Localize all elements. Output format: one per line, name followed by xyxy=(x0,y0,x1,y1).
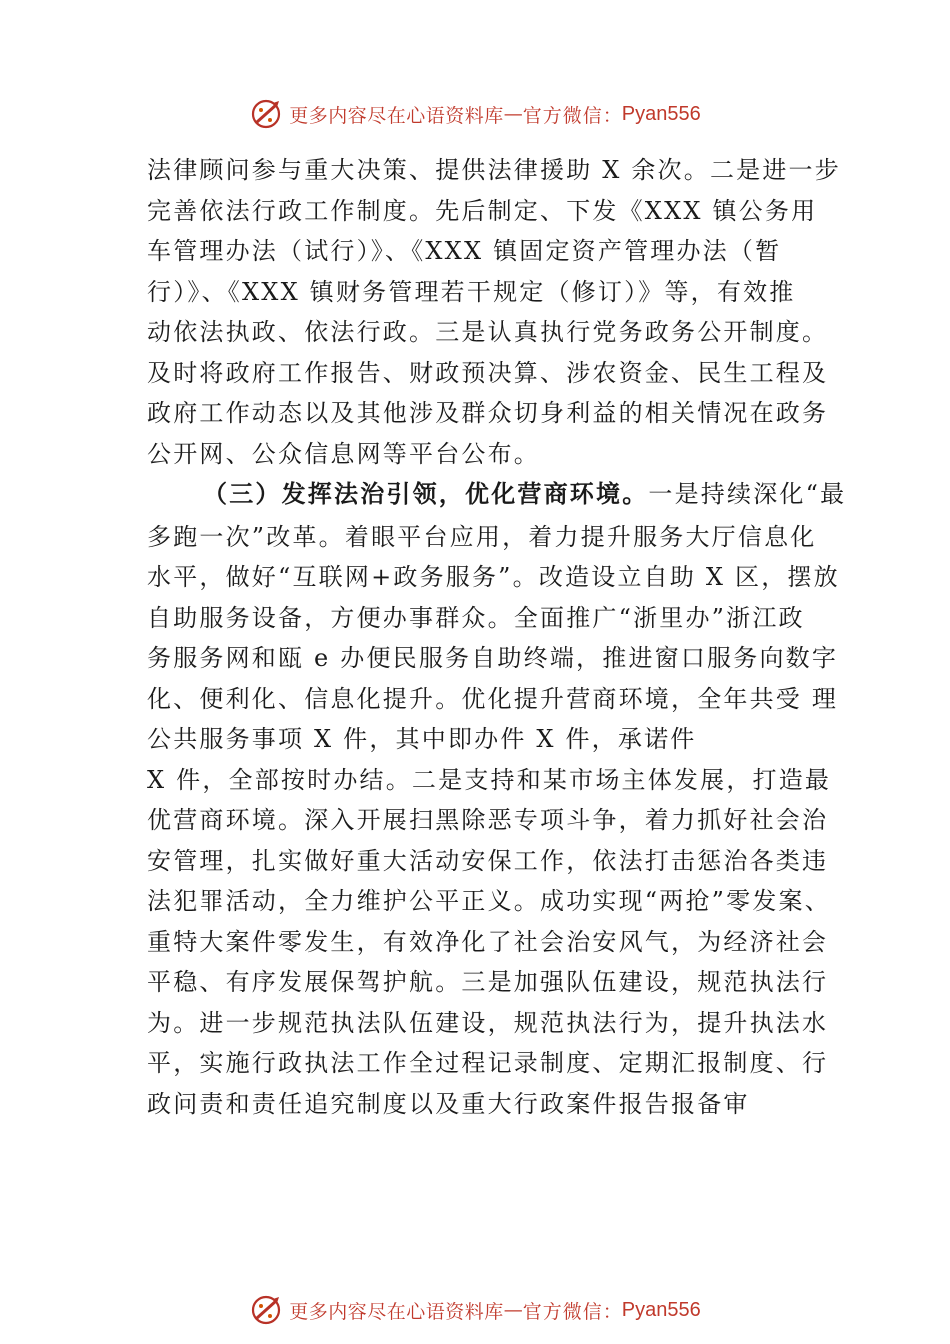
text-line: 化、便利化、信息化提升。优化提升营商环境，全年共受 理 xyxy=(147,684,839,713)
banner-wechat-label: 官方微信 xyxy=(522,1300,603,1323)
banner-dash: — xyxy=(503,1299,523,1321)
text-line: 完善依法行政工作制度。先后制定、下发《XXX 镇公务用 xyxy=(147,196,818,225)
banner-dash: — xyxy=(503,103,523,125)
text-line: 动依法执政、依法行政。三是认真执行党务政务公开制度。 xyxy=(147,318,829,346)
banner-wechat-id: Pyan556 xyxy=(621,102,701,125)
banner-text: 更多内容尽在心语资料库 xyxy=(289,104,504,127)
text-line: 平，实施行政执法工作全过程记录制度、定期汇报制度、行 xyxy=(147,1049,829,1077)
text-line: 水平，做好“互联网+政务服务”。改造设立自助 X 区，摆放 xyxy=(147,563,840,591)
banner-colon: ： xyxy=(602,1300,622,1323)
banner-text: 更多内容尽在心语资料库 xyxy=(289,1300,504,1323)
brand-logo-icon xyxy=(249,1292,285,1328)
banner-wechat-label: 官方微信 xyxy=(522,104,603,127)
banner-wechat-id: Pyan556 xyxy=(621,1298,701,1321)
text-line: 务服务网和瓯 e 办便民服务自助终端，推进窗口服务向数字 xyxy=(147,644,839,672)
text-line: 法律顾问参与重大决策、提供法律援助 X 余次。二是进一步 xyxy=(147,156,841,184)
text-line: 为。进一步规范执法队伍建设，规范执法行为，提升执法水 xyxy=(147,1008,829,1037)
document-body xyxy=(147,150,847,1124)
banner-colon: ： xyxy=(602,104,622,127)
section-heading-rest: 一是持续深化“最 xyxy=(648,480,847,508)
text-line: 及时将政府工作报告、财政预决算、涉农资金、民生工程及 xyxy=(147,358,829,387)
text-line: 安管理，扎实做好重大活动安保工作，依法打击惩治各类违 xyxy=(147,846,829,875)
section-heading: （三）发挥法治引领，优化营商环境。 xyxy=(203,479,649,508)
text-line: 法犯罪活动，全力维护公平正义。成功实现“两抢”零发案、 xyxy=(147,887,831,915)
footer-banner xyxy=(0,1290,950,1330)
text-line: 平稳、有序发展保驾护航。三是加强队伍建设，规范执法行 xyxy=(147,968,829,996)
section-heading-line xyxy=(147,474,847,515)
text-line: 自助服务设备，方便办事群众。全面推广“浙里办”浙江政 xyxy=(147,603,805,632)
text-line: X 件，全部按时办结。二是支持和某市场主体发展，打造最 xyxy=(147,765,832,794)
text-line: 车管理办法（试行）》、《XXX 镇固定资产管理办法（暂 xyxy=(147,237,782,265)
text-line: 公共服务事项 X 件，其中即办件 X 件，承诺件 xyxy=(147,725,697,753)
text-line: 行）》、《XXX 镇财务管理若干规定（修订）》等，有效推 xyxy=(147,277,796,306)
text-line: 重特大案件零发生，有效净化了社会治安风气，为经济社会 xyxy=(147,927,829,956)
brand-logo-icon xyxy=(249,96,285,132)
text-line: 多跑一次”改革。着眼平台应用，着力提升服务大厅信息化 xyxy=(147,522,817,551)
text-line: 政府工作动态以及其他涉及群众切身利益的相关情况在政务 xyxy=(147,399,829,427)
text-line: 政问责和责任追究制度以及重大行政案件报告报备审 xyxy=(147,1089,750,1118)
text-line: 优营商环境。深入开展扫黑除恶专项斗争，着力抓好社会治 xyxy=(147,806,829,834)
header-banner xyxy=(0,94,950,134)
text-line: 公开网、公众信息网等平台公布。 xyxy=(147,439,540,468)
